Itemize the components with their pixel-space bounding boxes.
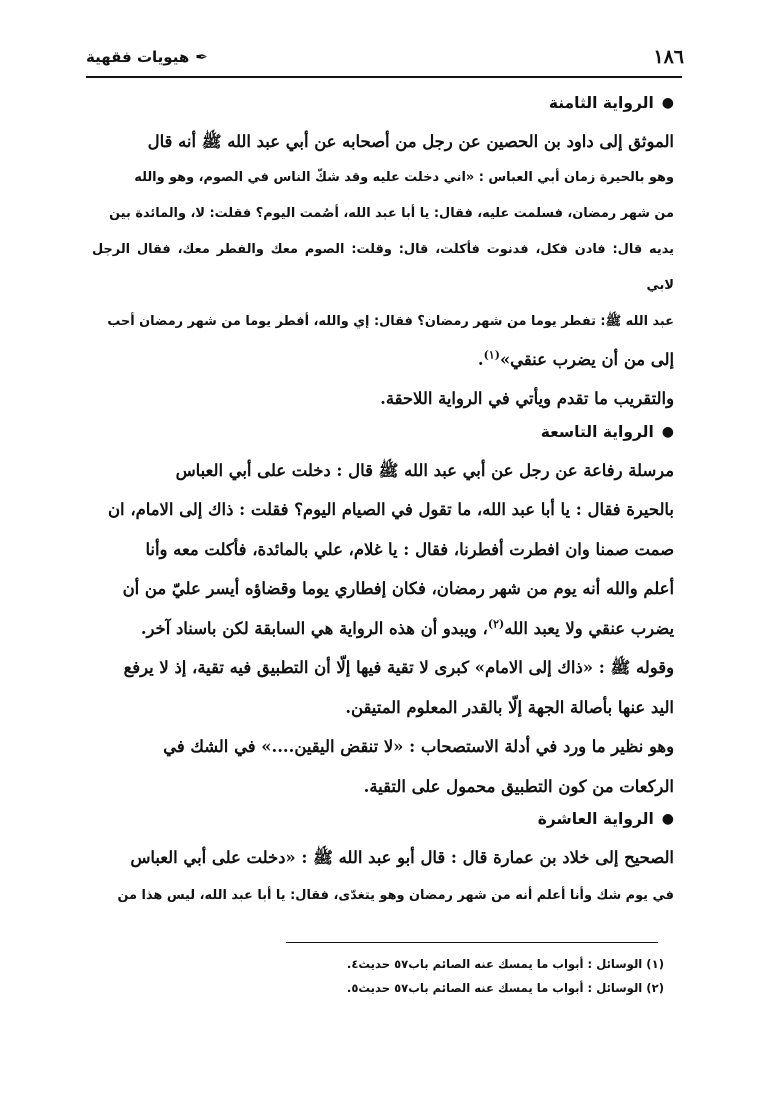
- narration-line: في يوم شك وأنا أعلم أنه من شهر رمضان وهو يتغدّى، فقال: يا أبا عبد الله، ليس هذا من: [117, 887, 674, 903]
- quill-icon: ✒: [195, 48, 208, 66]
- section-heading-8: [92, 94, 674, 112]
- bullet-icon: ●: [661, 811, 674, 827]
- commentary-line: الركعات من كون التطبيق محمول على التقية.: [363, 776, 674, 796]
- narration-line: عبد الله ﷺ: تفطر يوما من شهر رمضان؟ فقال: إي والله، أفطر يوما من شهر رمضان أحب: [107, 313, 674, 329]
- heading-text: الرواية التاسعة: [540, 422, 654, 441]
- header-divider: [86, 76, 682, 78]
- narration-line: صمت صمنا وان افطرت أفطرنا، فقال : يا غلام، علي بالمائدة، فأكلت معه وأنا: [145, 539, 674, 559]
- page-number: ١٨٦: [653, 46, 684, 68]
- commentary-line: وقوله ﷺ : «ذاك إلى الامام» كبرى لا تقية فيها إلّا أن التطبيق فيه تقية، إذ لا يرفع: [123, 658, 674, 677]
- section-heading-10: [92, 810, 674, 828]
- running-title-text: هيويات فقهية: [86, 48, 190, 66]
- narration-text: إلى من أن يضرب عنقي»: [499, 349, 674, 369]
- narration-last-line: [92, 609, 674, 649]
- bullet-icon: ●: [661, 95, 674, 111]
- page-header: [86, 44, 684, 76]
- narration-text: يضرب عنقي ولا يعبد الله: [504, 618, 674, 638]
- narration-line: أعلم والله أنه يوم من شهر رمضان، فكان إفطاري يوما وقضاؤه أيسر عليّ من أن: [122, 579, 674, 598]
- narration-last-line: [92, 340, 674, 380]
- narration-line: مرسلة رفاعة عن رجل عن أبي عبد الله ﷺ قال : دخلت على أبي العباس: [175, 460, 674, 480]
- narration-line: من شهر رمضان، فسلمت عليه، فقال: يا أبا عبد الله، أصُمت اليوم؟ فقلت: لا، والمائدة بين: [109, 205, 674, 221]
- heading-text: الرواية الثامنة: [548, 94, 654, 112]
- footnote: (٢) الوسائل : أبواب ما يمسك عنه الصائم باب٥٧ حديث٥.: [346, 981, 664, 995]
- footnote-ref-2: (٢): [487, 617, 505, 631]
- running-title: [86, 48, 208, 66]
- commentary-line: اليد عنها بأصالة الجهة إلّا بالقدر المعلوم المتيقن.: [345, 697, 674, 717]
- line-end: .: [477, 349, 484, 369]
- commentary: والتقريب ما تقدم ويأتي في الرواية اللاحقة.: [380, 389, 674, 408]
- narration-text: ، ويبدو أن هذه الرواية هي السابقة لكن باسناد آخر.: [140, 618, 488, 638]
- heading-text: الرواية العاشرة: [537, 810, 654, 828]
- footnote-divider: [286, 942, 658, 943]
- page-body: [92, 90, 674, 914]
- footnotes: [92, 952, 664, 1000]
- footnote-ref-1: (١): [483, 348, 500, 362]
- commentary-line: وهو نظير ما ورد في أدلة الاستصحاب : «لا تنقض اليقين....» في الشك في: [163, 737, 674, 756]
- narration-line: يديه قال: فادن فكل، فدنوت فأكلت، قال: وقلت: الصوم معك والفطر معك، فقال الرجل لابي: [92, 241, 674, 293]
- section-heading-9: [92, 423, 674, 441]
- narration-line: وهو بالحيرة زمان أبي العباس : «اني دخلت عليه وقد شكّ الناس في الصوم، وهو والله: [134, 169, 674, 185]
- narration-line: الصحيح إلى خلاد بن عمارة قال : قال أبو عبد الله ﷺ : «دخلت على أبي العباس: [130, 848, 674, 867]
- bullet-icon: ●: [661, 423, 674, 440]
- narration-line: بالحيرة فقال : يا أبا عبد الله، ما تقول في الصيام اليوم؟ فقلت : ذاك إلى الامام، ان: [108, 500, 674, 519]
- narration-intro: الموثق إلى داود بن الحصين عن رجل من أصحابه عن أبي عبد الله ﷺ أنه قال: [147, 132, 674, 151]
- footnote: (١) الوسائل : أبواب ما يمسك عنه الصائم باب٥٧ حديث٤.: [346, 957, 664, 971]
